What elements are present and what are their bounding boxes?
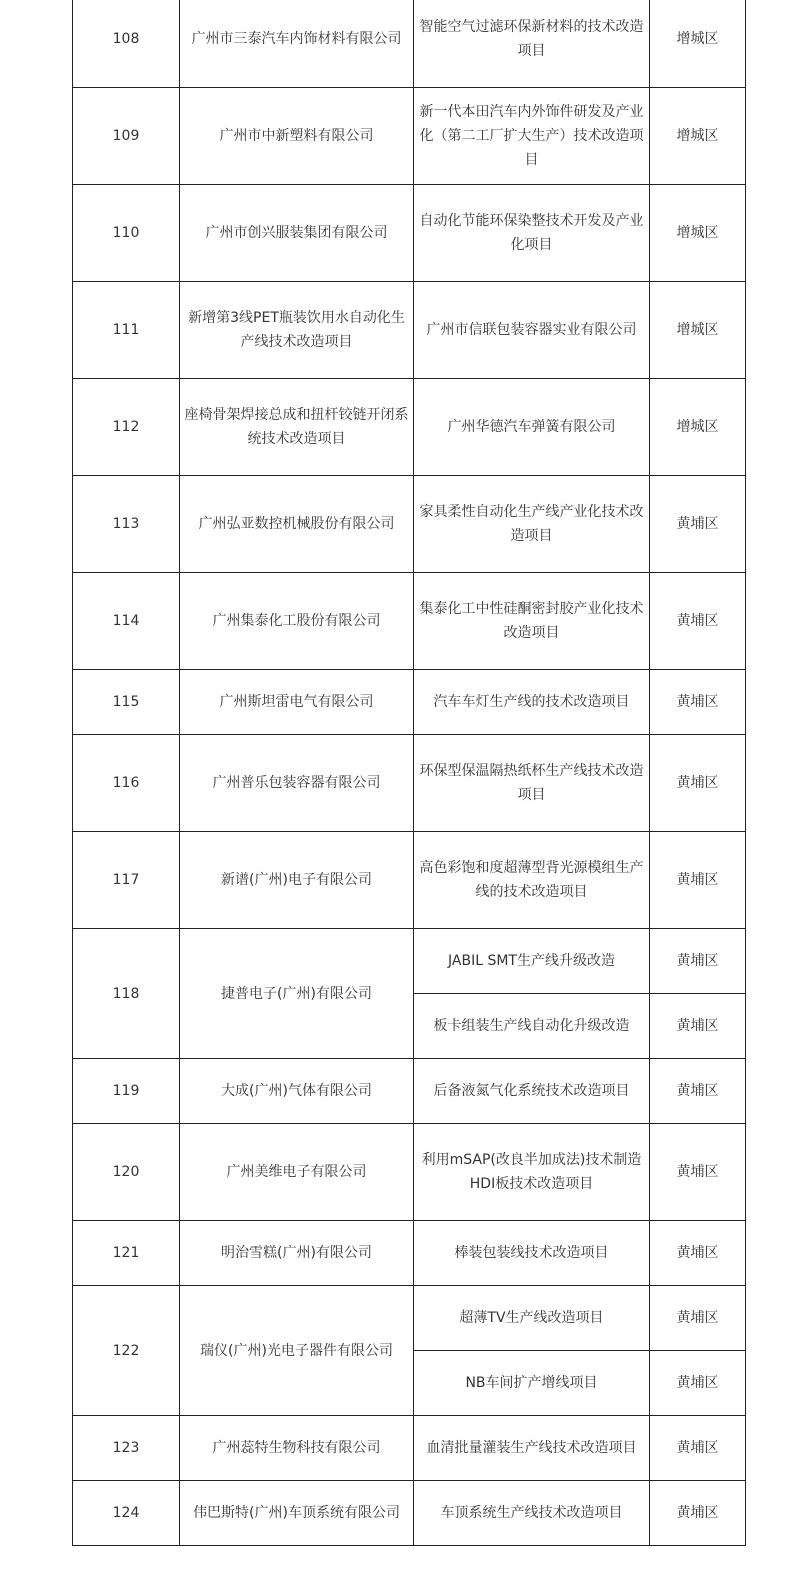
table-row bbox=[73, 282, 746, 379]
company-name: 广州市创兴服装集团有限公司 bbox=[180, 185, 414, 282]
company-name: 广州集泰化工股份有限公司 bbox=[180, 573, 414, 670]
table-row bbox=[73, 1059, 746, 1124]
company-name: 广州美维电子有限公司 bbox=[180, 1124, 414, 1221]
company-name: 瑞仪(广州)光电子器件有限公司 bbox=[180, 1286, 414, 1416]
company-name: 座椅骨架焊接总成和扭杆铰链开闭系统技术改造项目 bbox=[180, 379, 414, 476]
row-number: 124 bbox=[73, 1481, 180, 1546]
project-name: 车顶系统生产线技术改造项目 bbox=[414, 1481, 650, 1546]
row-number: 114 bbox=[73, 573, 180, 670]
row-number: 122 bbox=[73, 1286, 180, 1416]
row-number: 108 bbox=[73, 0, 180, 88]
table-row bbox=[73, 832, 746, 929]
table-row bbox=[73, 1481, 746, 1546]
project-name: 后备液氮气化系统技术改造项目 bbox=[414, 1059, 650, 1124]
project-name: 集泰化工中性硅酮密封胶产业化技术改造项目 bbox=[414, 573, 650, 670]
table-row bbox=[73, 1286, 746, 1351]
project-name: JABIL SMT生产线升级改造 bbox=[414, 929, 650, 994]
district-name: 黄埔区 bbox=[650, 1351, 746, 1416]
district-name: 黄埔区 bbox=[650, 1059, 746, 1124]
company-name: 广州弘亚数控机械股份有限公司 bbox=[180, 476, 414, 573]
company-name: 伟巴斯特(广州)车顶系统有限公司 bbox=[180, 1481, 414, 1546]
row-number: 121 bbox=[73, 1221, 180, 1286]
company-name: 广州斯坦雷电气有限公司 bbox=[180, 670, 414, 735]
district-name: 增城区 bbox=[650, 282, 746, 379]
project-name: 血清批量灌装生产线技术改造项目 bbox=[414, 1416, 650, 1481]
district-name: 黄埔区 bbox=[650, 735, 746, 832]
row-number: 109 bbox=[73, 88, 180, 185]
row-number: 117 bbox=[73, 832, 180, 929]
company-name: 广州普乐包装容器有限公司 bbox=[180, 735, 414, 832]
district-name: 黄埔区 bbox=[650, 670, 746, 735]
table-row bbox=[73, 573, 746, 670]
company-name: 广州市中新塑料有限公司 bbox=[180, 88, 414, 185]
project-name: 智能空气过滤环保新材料的技术改造项目 bbox=[414, 0, 650, 88]
company-name: 捷普电子(广州)有限公司 bbox=[180, 929, 414, 1059]
project-name: 利用mSAP(改良半加成法)技术制造HDI板技术改造项目 bbox=[414, 1124, 650, 1221]
table-row bbox=[73, 735, 746, 832]
row-number: 116 bbox=[73, 735, 180, 832]
project-name: 高色彩饱和度超薄型背光源模组生产线的技术改造项目 bbox=[414, 832, 650, 929]
district-name: 黄埔区 bbox=[650, 1286, 746, 1351]
project-name: 自动化节能环保染整技术开发及产业化项目 bbox=[414, 185, 650, 282]
row-number: 119 bbox=[73, 1059, 180, 1124]
row-number: 118 bbox=[73, 929, 180, 1059]
district-name: 黄埔区 bbox=[650, 929, 746, 994]
table-row bbox=[73, 379, 746, 476]
row-number: 120 bbox=[73, 1124, 180, 1221]
project-name: 广州市信联包装容器实业有限公司 bbox=[414, 282, 650, 379]
company-name: 广州蕊特生物科技有限公司 bbox=[180, 1416, 414, 1481]
district-name: 黄埔区 bbox=[650, 1416, 746, 1481]
district-name: 黄埔区 bbox=[650, 1124, 746, 1221]
row-number: 115 bbox=[73, 670, 180, 735]
district-name: 增城区 bbox=[650, 0, 746, 88]
project-table bbox=[72, 0, 746, 1546]
row-number: 123 bbox=[73, 1416, 180, 1481]
district-name: 增城区 bbox=[650, 379, 746, 476]
table-row bbox=[73, 1221, 746, 1286]
table-row bbox=[73, 1124, 746, 1221]
table-row bbox=[73, 670, 746, 735]
row-number: 111 bbox=[73, 282, 180, 379]
district-name: 黄埔区 bbox=[650, 832, 746, 929]
table-row bbox=[73, 185, 746, 282]
table-row bbox=[73, 88, 746, 185]
company-name: 新谱(广州)电子有限公司 bbox=[180, 832, 414, 929]
company-name: 明治雪糕(广州)有限公司 bbox=[180, 1221, 414, 1286]
project-name: 广州华德汽车弹簧有限公司 bbox=[414, 379, 650, 476]
district-name: 黄埔区 bbox=[650, 994, 746, 1059]
district-name: 黄埔区 bbox=[650, 476, 746, 573]
row-number: 112 bbox=[73, 379, 180, 476]
table-row bbox=[73, 476, 746, 573]
project-name: 棒装包装线技术改造项目 bbox=[414, 1221, 650, 1286]
table-row bbox=[73, 0, 746, 88]
project-table-body bbox=[73, 0, 746, 1546]
project-name: 环保型保温隔热纸杯生产线技术改造项目 bbox=[414, 735, 650, 832]
table-row bbox=[73, 929, 746, 994]
district-name: 黄埔区 bbox=[650, 1481, 746, 1546]
table-row bbox=[73, 1416, 746, 1481]
project-name: NB车间扩产增线项目 bbox=[414, 1351, 650, 1416]
district-name: 增城区 bbox=[650, 88, 746, 185]
company-name: 大成(广州)气体有限公司 bbox=[180, 1059, 414, 1124]
project-name: 新一代本田汽车内外饰件研发及产业化（第二工厂扩大生产）技术改造项目 bbox=[414, 88, 650, 185]
project-name: 板卡组装生产线自动化升级改造 bbox=[414, 994, 650, 1059]
project-name: 汽车车灯生产线的技术改造项目 bbox=[414, 670, 650, 735]
row-number: 113 bbox=[73, 476, 180, 573]
district-name: 黄埔区 bbox=[650, 1221, 746, 1286]
district-name: 黄埔区 bbox=[650, 573, 746, 670]
company-name: 广州市三泰汽车内饰材料有限公司 bbox=[180, 0, 414, 88]
company-name: 新增第3线PET瓶装饮用水自动化生产线技术改造项目 bbox=[180, 282, 414, 379]
row-number: 110 bbox=[73, 185, 180, 282]
project-name: 超薄TV生产线改造项目 bbox=[414, 1286, 650, 1351]
district-name: 增城区 bbox=[650, 185, 746, 282]
project-name: 家具柔性自动化生产线产业化技术改造项目 bbox=[414, 476, 650, 573]
